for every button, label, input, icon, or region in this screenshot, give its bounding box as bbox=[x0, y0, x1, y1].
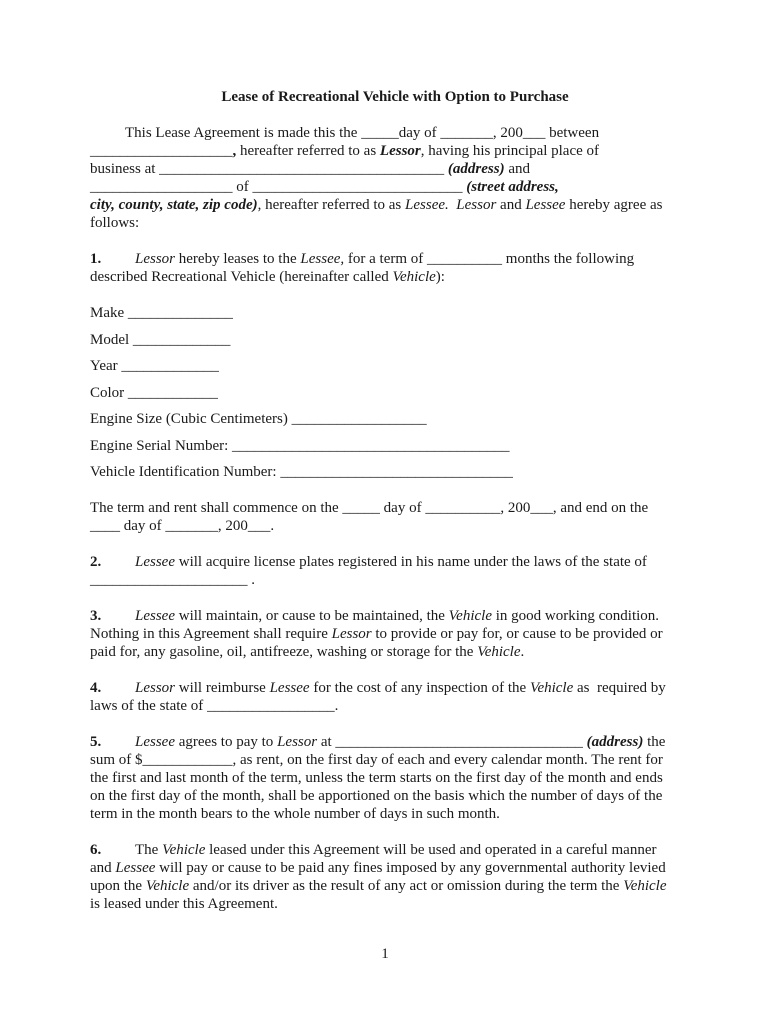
text-run-italic: Lessor bbox=[135, 251, 176, 267]
text-line bbox=[90, 160, 690, 178]
text-line bbox=[90, 410, 690, 428]
text-run: and/or its driver as the result of any act or omission during the term the bbox=[189, 878, 624, 894]
text-run: the first and last month of the term, unless the term starts on the first day of the month and ends bbox=[90, 770, 663, 786]
text-run: and bbox=[496, 197, 526, 213]
text-run: between bbox=[545, 125, 600, 141]
text-run: . bbox=[520, 644, 525, 660]
text-line bbox=[90, 805, 690, 823]
text-run: business at bbox=[90, 161, 160, 177]
text-run: hereafter referred to as bbox=[236, 143, 380, 159]
text-run: Model bbox=[90, 331, 133, 348]
text-run-italic: Lessee, bbox=[300, 251, 345, 267]
blank-field: _______ bbox=[440, 125, 493, 141]
text-run: will pay or cause to be paid any fines imposed by any governmental authority levied bbox=[155, 860, 666, 876]
text-run: described Recreational Vehicle (hereinafter called bbox=[90, 269, 393, 285]
field-color bbox=[90, 384, 690, 402]
text-line bbox=[90, 384, 690, 402]
text-run: , 200 bbox=[217, 518, 248, 534]
clause-4 bbox=[90, 679, 690, 715]
blank-field: ____________ bbox=[127, 384, 218, 401]
blank-field: ____________ bbox=[142, 752, 233, 768]
text-run-italic: Lessee. bbox=[405, 197, 449, 213]
text-run: , 200 bbox=[500, 500, 531, 516]
text-line bbox=[90, 250, 690, 268]
clause-number: 3. bbox=[90, 608, 102, 624]
text-run: will maintain, or cause to be maintained, the bbox=[175, 608, 449, 624]
text-run-italic: Vehicle bbox=[477, 644, 521, 660]
text-run-italic: Vehicle bbox=[623, 878, 667, 894]
text-run: , 200 bbox=[492, 125, 523, 141]
text-run-bold-italic: city, county, state, zip code) bbox=[90, 197, 258, 213]
text-line bbox=[90, 697, 690, 715]
text-line bbox=[90, 841, 690, 859]
blank-field: _____ bbox=[342, 500, 380, 516]
text-run: follows: bbox=[90, 215, 140, 231]
blank-field: _____________________________________ bbox=[232, 437, 510, 454]
text-run: and bbox=[90, 860, 116, 876]
blank-field: __________ bbox=[425, 500, 501, 516]
blank-field: _____ bbox=[361, 125, 399, 141]
text-run: laws of the state of bbox=[90, 698, 208, 714]
text-run: , hereafter referred to as bbox=[257, 197, 406, 213]
text-line bbox=[90, 517, 690, 535]
text-run-italic: Vehicle bbox=[529, 680, 574, 696]
blank-field: ___ bbox=[530, 500, 553, 516]
text-run: . bbox=[334, 698, 339, 714]
blank-field: ____________________________ bbox=[252, 179, 463, 195]
text-run: for the cost of any inspection of the bbox=[309, 680, 530, 696]
text-run: in good working condition. bbox=[491, 608, 660, 624]
text-run: , having his principal place of bbox=[420, 143, 600, 159]
text-run: for a term of bbox=[344, 251, 428, 267]
text-run-italic: Lessor bbox=[456, 197, 497, 213]
text-run: will acquire license plates registered in his name under the laws of the state of bbox=[175, 554, 647, 570]
field-engine-size bbox=[90, 410, 690, 428]
blank-field: ___ bbox=[522, 125, 546, 141]
text-run: Engine Size (Cubic Centimeters) bbox=[90, 411, 292, 427]
text-run-bold-italic: (street address, bbox=[466, 179, 559, 195]
text-run: sum of $ bbox=[90, 752, 143, 768]
clause-1 bbox=[90, 250, 690, 286]
text-run: . bbox=[270, 518, 275, 534]
document-title: Lease of Recreational Vehicle with Option to Purchase bbox=[221, 89, 569, 105]
text-run-italic: Lessor bbox=[277, 734, 318, 750]
clause-2 bbox=[90, 553, 690, 589]
text-run: . bbox=[247, 572, 255, 588]
text-run-italic: Vehicle bbox=[392, 269, 436, 285]
blank-field: _________________ bbox=[207, 698, 335, 714]
blank-field: ____ bbox=[90, 518, 120, 534]
text-run: to provide or pay for, or cause to be provided or bbox=[371, 626, 663, 642]
clause-number: 4. bbox=[90, 680, 102, 696]
blank-field: _________________________________ bbox=[335, 734, 583, 750]
text-line bbox=[90, 625, 690, 643]
text-run: term in the month bears to the whole number of days in such month. bbox=[90, 806, 500, 822]
text-run-bold: , bbox=[232, 143, 237, 159]
text-run: of bbox=[232, 179, 253, 195]
text-line bbox=[90, 733, 690, 751]
blank-field: __________ bbox=[427, 251, 503, 267]
clause-6 bbox=[90, 841, 690, 913]
text-line bbox=[90, 859, 690, 877]
text-run: The bbox=[135, 842, 163, 858]
text-line bbox=[90, 214, 690, 232]
text-line bbox=[90, 787, 690, 805]
text-run: on the first day of the month, shall be apportioned on the basis which the number of days of the bbox=[90, 788, 663, 804]
text-run: leased under this Agreement will be used and operated in a careful manner bbox=[205, 842, 657, 858]
text-run: ): bbox=[435, 269, 445, 285]
text-run: will reimburse bbox=[175, 680, 270, 696]
clause-number: 6. bbox=[90, 842, 102, 858]
text-run: is leased under this Agreement. bbox=[90, 896, 278, 912]
text-run: This Lease Agreement is made this the bbox=[125, 125, 362, 141]
clause-3 bbox=[90, 607, 690, 661]
text-run: and bbox=[504, 161, 531, 177]
text-run: , and end on the bbox=[552, 500, 649, 516]
blank-field: ______________ bbox=[127, 305, 233, 321]
field-year bbox=[90, 357, 690, 375]
text-line bbox=[90, 499, 690, 517]
text-line bbox=[90, 607, 690, 625]
field-vehicle-identification-number bbox=[90, 463, 690, 481]
text-run: day of bbox=[379, 500, 426, 516]
text-run-bold-italic: (address) bbox=[586, 734, 644, 750]
clause-5 bbox=[90, 733, 690, 823]
text-run: hereby leases to the bbox=[175, 251, 301, 267]
blank-field: _______________________________ bbox=[280, 464, 513, 480]
text-line bbox=[90, 304, 690, 322]
clause-number: 2. bbox=[90, 554, 102, 570]
blank-field: __________________ bbox=[291, 411, 427, 427]
blank-field: ___________________ bbox=[90, 143, 233, 159]
text-run-bold-italic: Lessor bbox=[379, 143, 421, 159]
text-line bbox=[90, 751, 690, 769]
text-run-bold-italic: (address) bbox=[447, 161, 505, 177]
text-line bbox=[90, 268, 690, 286]
page-number: 1 bbox=[381, 946, 389, 962]
text-run: the bbox=[643, 734, 666, 750]
text-run: Make bbox=[90, 305, 128, 321]
text-run: Nothing in this Agreement shall require bbox=[90, 626, 332, 642]
text-line bbox=[90, 196, 690, 214]
blank-field: ___________________ bbox=[90, 179, 233, 195]
text-run: as required by bbox=[573, 680, 666, 696]
text-run-italic: Vehicle bbox=[448, 608, 492, 624]
blank-field: ___ bbox=[247, 518, 271, 534]
text-run: hereby agree as bbox=[565, 197, 663, 213]
field-model bbox=[90, 331, 690, 349]
blank-field: _____________ bbox=[121, 358, 219, 374]
clause-number: 5. bbox=[90, 734, 102, 750]
text-line bbox=[90, 877, 690, 895]
text-line bbox=[90, 357, 690, 375]
text-line bbox=[90, 895, 690, 913]
text-run: Color bbox=[90, 384, 128, 401]
intro-paragraph bbox=[90, 124, 690, 232]
text-run-italic: Lessee bbox=[135, 608, 175, 624]
field-engine-serial-number bbox=[90, 437, 690, 455]
text-run: The term and rent shall commence on the bbox=[90, 500, 343, 516]
text-line bbox=[90, 643, 690, 661]
text-run: paid for, any gasoline, oil, antifreeze, washing or storage for the bbox=[90, 644, 478, 660]
blank-field: _____________ bbox=[132, 331, 231, 348]
text-run-italic: Lessee bbox=[135, 554, 175, 570]
text-line bbox=[90, 571, 690, 589]
text-line bbox=[90, 437, 690, 455]
text-run: Vehicle Identification Number: bbox=[90, 464, 281, 480]
text-run: upon the bbox=[90, 878, 146, 894]
blank-field: _______ bbox=[165, 518, 218, 534]
text-line bbox=[90, 331, 690, 349]
text-run: at bbox=[317, 734, 336, 750]
text-line bbox=[90, 124, 690, 142]
text-run-italic: Vehicle bbox=[162, 842, 206, 858]
text-run-italic: Lessee bbox=[525, 197, 566, 213]
text-run-italic: Lessee bbox=[269, 680, 310, 696]
text-run-italic: Lessee bbox=[115, 860, 156, 876]
text-run-italic: Lessor bbox=[331, 626, 372, 642]
text-run: Engine Serial Number: bbox=[90, 437, 233, 454]
clause-number: 1. bbox=[90, 251, 102, 267]
text-run: day of bbox=[120, 518, 166, 534]
text-run: months the following bbox=[502, 251, 635, 267]
text-line bbox=[90, 553, 690, 571]
text-line bbox=[90, 142, 690, 160]
text-run-italic: Lessee bbox=[135, 734, 175, 750]
text-run: Year bbox=[90, 358, 122, 374]
text-line bbox=[90, 769, 690, 787]
text-run: agrees to pay to bbox=[175, 734, 278, 750]
text-run-italic: Vehicle bbox=[145, 878, 190, 894]
blank-field: ______________________________________ bbox=[159, 161, 445, 177]
text-line bbox=[90, 679, 690, 697]
blank-field: _____________________ bbox=[90, 572, 248, 588]
document-body bbox=[90, 124, 690, 913]
text-run: , as rent, on the first day of each and every calendar month. The rent for bbox=[232, 752, 663, 768]
text-run: day of bbox=[398, 125, 441, 141]
text-run-italic: Lessor bbox=[135, 680, 176, 696]
text-line bbox=[90, 178, 690, 196]
field-make bbox=[90, 304, 690, 322]
term-commencement-paragraph bbox=[90, 499, 690, 535]
text-line bbox=[90, 463, 690, 481]
